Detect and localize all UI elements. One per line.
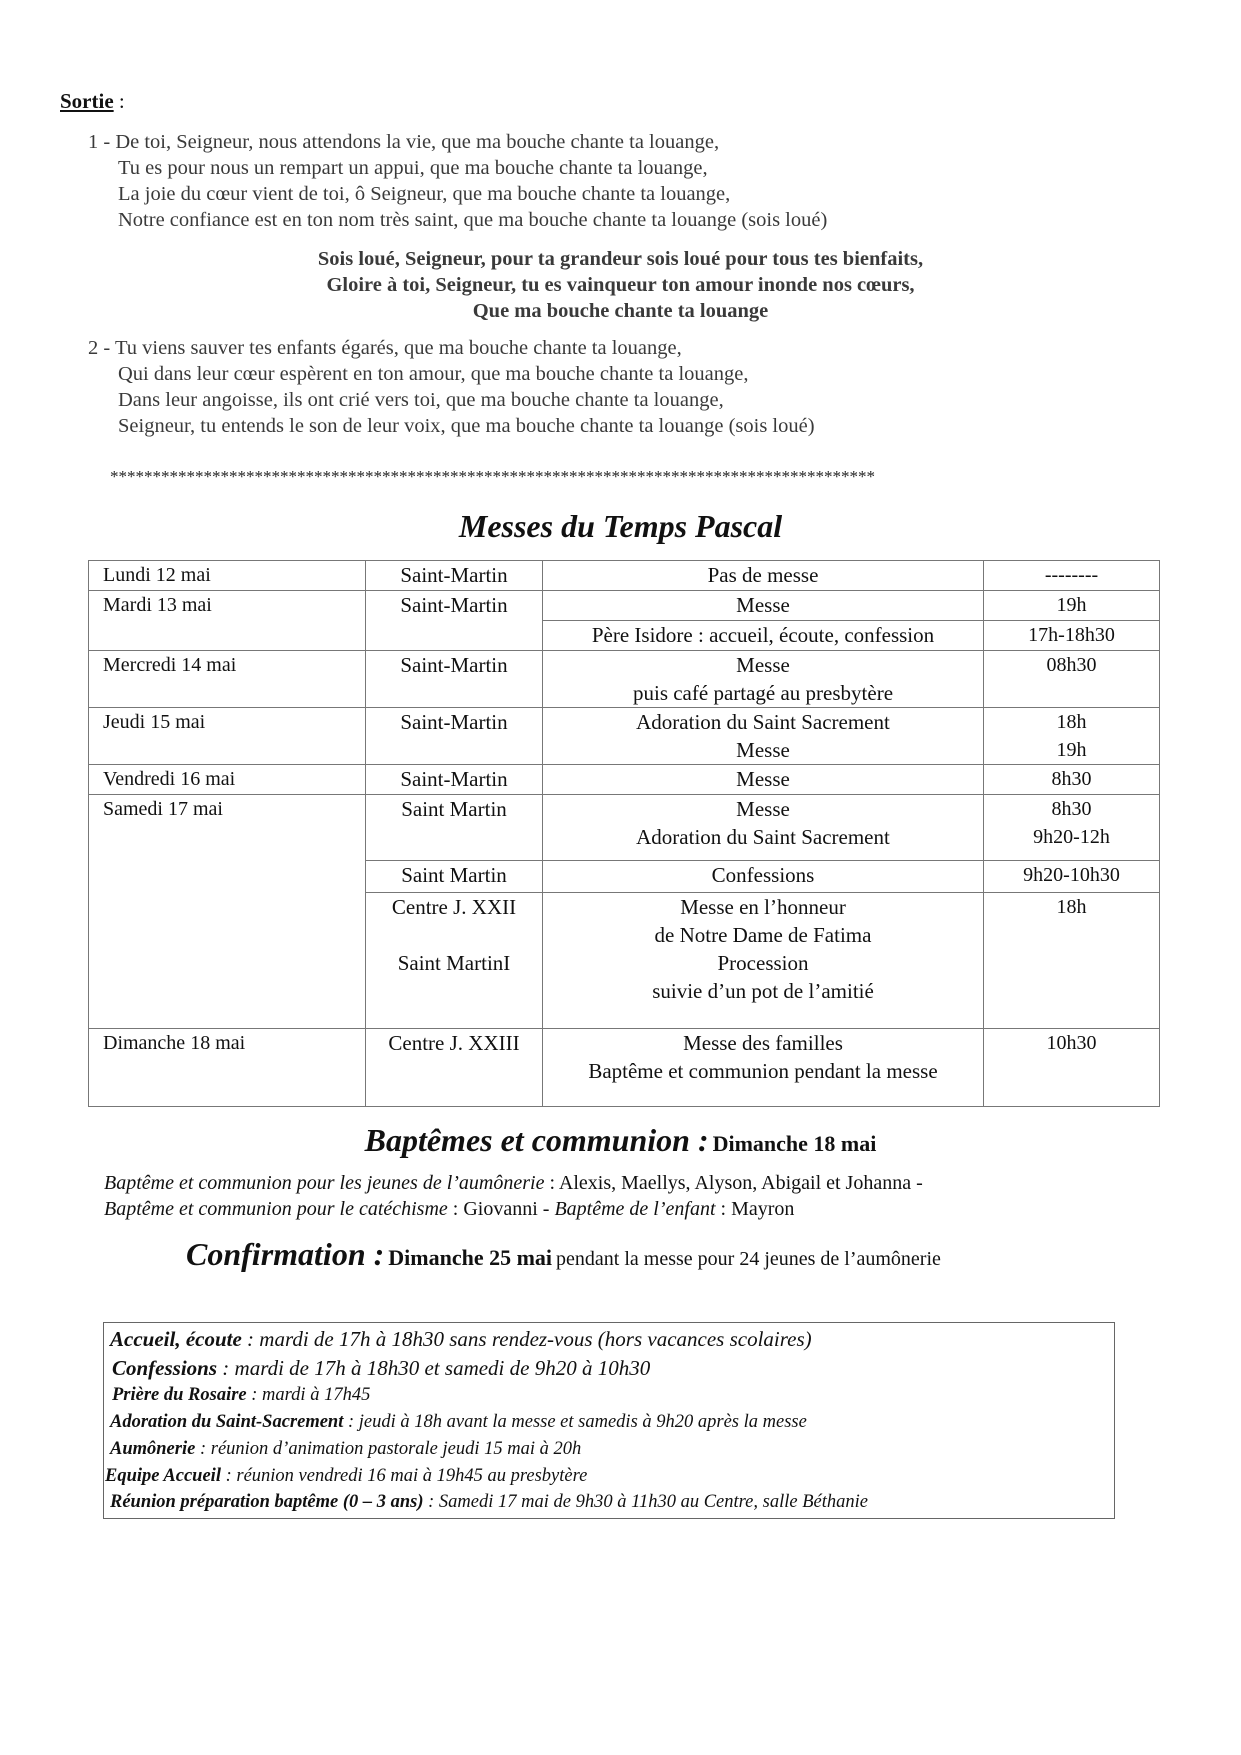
info-label: Adoration du Saint-Sacrement xyxy=(110,1412,344,1432)
confirmation-text: pendant la messe pour 24 jeunes de l’aumônerie xyxy=(556,1248,941,1270)
day-cell: Mardi 13 mai xyxy=(89,591,366,651)
info-line xyxy=(110,1439,581,1460)
event-line: puis café partagé au presbytère xyxy=(632,681,894,705)
day-cell: Dimanche 18 mai xyxy=(89,1029,366,1107)
info-label: Aumônerie xyxy=(110,1439,196,1459)
table-row xyxy=(89,708,1160,765)
bapteme-line-2 xyxy=(104,1198,794,1221)
place-cell: Saint Martin xyxy=(366,861,543,893)
time-cell: 18h xyxy=(984,893,1160,1029)
table-row xyxy=(89,561,1160,591)
info-text: : jeudi à 18h avant la messe et samedis à 9h20 après la messe xyxy=(343,1412,807,1432)
event-cell xyxy=(543,651,984,708)
place-cell: Saint-Martin xyxy=(366,561,543,591)
sortie-colon: : xyxy=(113,89,125,113)
event-cell xyxy=(543,893,984,1029)
event-line: Messe en l’honneur xyxy=(680,895,846,919)
info-text: : mardi à 17h45 xyxy=(246,1385,371,1405)
baptemes-date: Dimanche 18 mai xyxy=(712,1131,877,1156)
place-cell: Saint-Martin xyxy=(366,591,543,651)
event-cell: Messe xyxy=(543,765,984,795)
event-line: Messe des familles xyxy=(683,1031,843,1055)
confirmation-line xyxy=(186,1236,941,1273)
info-text: : mardi de 17h à 18h30 sans rendez-vous (hors vacances scolaires) xyxy=(241,1327,812,1351)
event-line: Messe xyxy=(736,797,790,821)
bapteme-label: Baptême et communion pour les jeunes de l’aumônerie xyxy=(104,1172,545,1194)
confirmation-title: Confirmation : xyxy=(186,1236,385,1272)
table-row xyxy=(89,765,1160,795)
info-label: Equipe Accueil xyxy=(105,1466,221,1486)
event-line: Adoration du Saint Sacrement xyxy=(636,710,890,734)
place-line: Centre J. XXII xyxy=(391,895,517,919)
event-line: Messe xyxy=(736,738,790,762)
info-label: Réunion préparation baptême (0 – 3 ans) xyxy=(110,1492,424,1512)
event-line: Adoration du Saint Sacrement xyxy=(636,825,890,849)
time-line: 8h30 xyxy=(1051,798,1092,820)
verse-line: Tu es pour nous un rempart un appui, que ma bouche chante ta louange, xyxy=(118,157,708,179)
info-line xyxy=(105,1466,587,1487)
baptemes-title: Baptêmes et communion : xyxy=(364,1122,709,1158)
time-cell: 19h xyxy=(984,591,1160,621)
verse-line: Seigneur, tu entends le son de leur voix, que ma bouche chante ta louange (sois loué) xyxy=(118,415,815,437)
info-line xyxy=(110,1327,812,1352)
day-cell: Vendredi 16 mai xyxy=(89,765,366,795)
baptemes-heading xyxy=(0,1122,1241,1159)
event-line: de Notre Dame de Fatima xyxy=(654,923,872,947)
event-line: Messe xyxy=(736,653,790,677)
info-label: Confessions xyxy=(112,1356,218,1380)
verse-1 xyxy=(88,129,827,233)
day-cell: Mercredi 14 mai xyxy=(89,651,366,708)
table-row xyxy=(89,651,1160,708)
refrain-line: Sois loué, Seigneur, pour ta grandeur sois loué pour tous tes bienfaits, xyxy=(317,248,924,270)
table-row xyxy=(89,795,1160,861)
place-cell: Saint-Martin xyxy=(366,708,543,765)
info-line xyxy=(110,1492,868,1513)
table-row xyxy=(89,591,1160,621)
info-line xyxy=(112,1385,370,1406)
time-line: 18h xyxy=(1056,711,1087,733)
place-line-spacer xyxy=(366,921,542,949)
event-cell: Père Isidore : accueil, écoute, confession xyxy=(543,621,984,651)
time-cell: 9h20-10h30 xyxy=(984,861,1160,893)
verse-line: 1 - De toi, Seigneur, nous attendons la vie, que ma bouche chante ta louange, xyxy=(88,131,720,153)
place-cell: Centre J. XXIII xyxy=(366,1029,543,1107)
info-box xyxy=(103,1322,1115,1519)
event-cell: Pas de messe xyxy=(543,561,984,591)
bapteme-label: Baptême et communion pour le catéchisme xyxy=(104,1198,448,1220)
confirmation-date: Dimanche 25 mai xyxy=(388,1245,553,1270)
bapteme-names: : Alexis, Maellys, Alyson, Abigail et Johanna - xyxy=(544,1172,923,1194)
table-row xyxy=(89,1029,1160,1107)
time-cell: 17h-18h30 xyxy=(984,621,1160,651)
time-cell: 08h30 xyxy=(984,651,1160,708)
info-text: : mardi de 17h à 18h30 et samedi de 9h20 à 10h30 xyxy=(217,1356,651,1380)
refrain-line: Que ma bouche chante ta louange xyxy=(472,300,769,322)
verse-line: La joie du cœur vient de toi, ô Seigneur, que ma bouche chante ta louange, xyxy=(118,183,731,205)
verse-line: Notre confiance est en ton nom très saint, que ma bouche chante ta louange (sois loué) xyxy=(118,209,828,231)
event-line: suivie d’un pot de l’amitié xyxy=(652,979,874,1003)
time-line: 19h xyxy=(1056,739,1087,761)
refrain-line: Gloire à toi, Seigneur, tu es vainqueur ton amour inonde nos cœurs, xyxy=(326,274,915,296)
bapteme-names: : Mayron xyxy=(715,1198,795,1220)
time-cell: 10h30 xyxy=(984,1029,1160,1107)
verse-line: 2 - Tu viens sauver tes enfants égarés, que ma bouche chante ta louange, xyxy=(88,337,682,359)
verse-line: Qui dans leur cœur espèrent en ton amour, que ma bouche chante ta louange, xyxy=(118,363,749,385)
place-line: Saint MartinI xyxy=(397,951,511,975)
info-line xyxy=(110,1412,807,1433)
event-cell xyxy=(543,708,984,765)
messes-title: Messes du Temps Pascal xyxy=(458,508,783,544)
bapteme-label: Baptême de l’enfant xyxy=(554,1198,716,1220)
place-cell xyxy=(366,893,543,1029)
event-line: Procession xyxy=(717,951,809,975)
day-cell: Samedi 17 mai xyxy=(89,795,366,1029)
info-label: Prière du Rosaire xyxy=(112,1385,247,1405)
verse-2 xyxy=(88,335,815,439)
event-cell xyxy=(543,1029,984,1107)
refrain xyxy=(0,246,1241,324)
info-label: Accueil, écoute xyxy=(110,1327,242,1351)
bapteme-names: : Giovanni - xyxy=(447,1198,555,1220)
info-text: : Samedi 17 mai de 9h30 à 11h30 au Centre, salle Béthanie xyxy=(423,1492,868,1512)
sortie-heading xyxy=(60,89,125,114)
event-cell xyxy=(543,795,984,861)
info-text: : réunion vendredi 16 mai à 19h45 au presbytère xyxy=(220,1466,588,1486)
time-cell: -------- xyxy=(984,561,1160,591)
verse-line: Dans leur angoisse, ils ont crié vers toi, que ma bouche chante ta louange, xyxy=(118,389,724,411)
place-cell: Saint-Martin xyxy=(366,651,543,708)
place-cell: Saint-Martin xyxy=(366,765,543,795)
event-cell: Messe xyxy=(543,591,984,621)
messes-table xyxy=(88,560,1160,1107)
time-cell xyxy=(984,795,1160,861)
time-cell xyxy=(984,708,1160,765)
info-line xyxy=(112,1356,650,1381)
time-cell: 8h30 xyxy=(984,765,1160,795)
info-text: : réunion d’animation pastorale jeudi 15 mai à 20h xyxy=(195,1439,582,1459)
place-cell: Saint Martin xyxy=(366,795,543,861)
day-cell: Lundi 12 mai xyxy=(89,561,366,591)
bapteme-line-1 xyxy=(104,1172,923,1195)
time-line: 9h20-12h xyxy=(1033,826,1110,848)
separator: ****************************************************************************************** xyxy=(110,467,875,486)
event-line: Baptême et communion pendant la messe xyxy=(588,1059,938,1083)
day-cell: Jeudi 15 mai xyxy=(89,708,366,765)
sortie-title: Sortie xyxy=(60,89,114,113)
event-cell: Confessions xyxy=(543,861,984,893)
